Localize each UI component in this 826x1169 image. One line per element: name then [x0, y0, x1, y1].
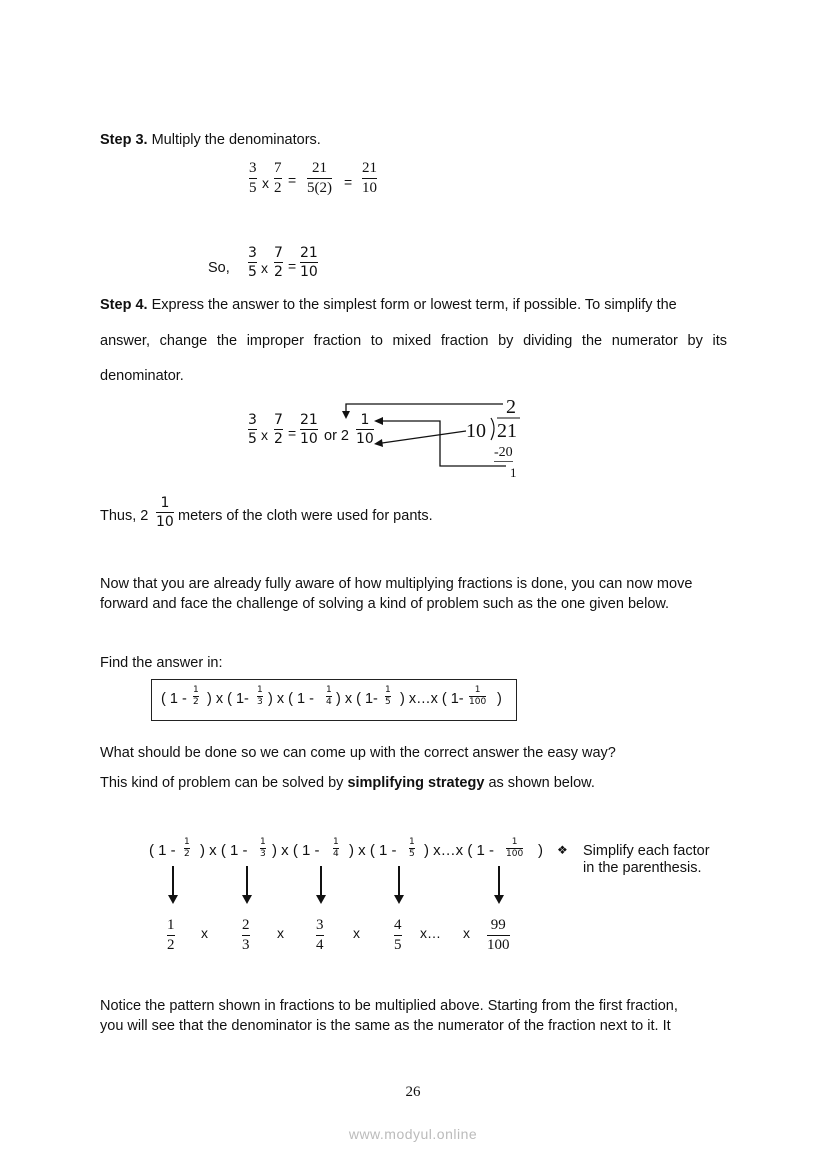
- fraction: 1 4: [326, 685, 332, 707]
- thus-suffix: meters of the cloth were used for pants.: [178, 508, 433, 524]
- times-sign: x: [262, 175, 269, 191]
- fraction: 21 10: [300, 245, 318, 280]
- step4-line3: denominator.: [100, 368, 184, 384]
- fraction: 1 100: [506, 837, 524, 859]
- so-label: So,: [208, 260, 230, 276]
- fraction: 21 5(2): [307, 160, 332, 196]
- fraction: 3 5: [248, 412, 257, 447]
- down-arrow-icon: [172, 866, 174, 896]
- equals-sign: =: [344, 174, 353, 190]
- fraction: 1 100: [469, 685, 487, 707]
- down-arrow-icon: [498, 866, 500, 896]
- step4-line1: Express the answer to the simplest form or lowest term, if possible. To simplify the: [147, 297, 677, 313]
- diamond-bullet-icon: ❖: [557, 843, 568, 857]
- fraction: 7 2: [274, 160, 282, 196]
- thus-prefix: Thus, 2: [100, 508, 149, 524]
- fraction: 3 4: [316, 917, 324, 953]
- fraction: 1 4: [333, 837, 339, 859]
- or-whole-number: or 2: [324, 428, 349, 444]
- fraction: 3 5: [248, 245, 257, 280]
- division-arrows: [0, 0, 826, 500]
- fraction: 21 10: [300, 412, 318, 447]
- fraction: 1 2: [167, 917, 175, 953]
- equals-sign: =: [288, 425, 297, 441]
- step4-line2: answer, change the improper fraction to mixed fraction by dividing the numerator by its: [100, 333, 727, 349]
- equals-sign: =: [288, 172, 297, 188]
- fraction: 1 10: [356, 412, 374, 447]
- paragraph-line: forward and face the challenge of solving a kind of problem such as the one given below.: [100, 596, 670, 612]
- fraction: 7 2: [274, 412, 283, 447]
- step3-text: Multiply the denominators.: [147, 132, 321, 148]
- division-subtract: -20: [494, 445, 513, 460]
- paragraph-line: Now that you are already fully aware of how multiplying fractions is done, you can now move: [100, 576, 693, 592]
- fraction: 21 10: [362, 160, 377, 196]
- division-dividend: 21: [497, 420, 517, 442]
- paragraph-line: Notice the pattern shown in fractions to be multiplied above. Starting from the first fraction,: [100, 998, 678, 1014]
- times-sign: x: [261, 427, 268, 443]
- fraction: 1 2: [193, 685, 199, 707]
- page-number: 26: [405, 1084, 421, 1100]
- note-line: Simplify each factor: [583, 843, 710, 859]
- step3-label: Step 3.: [100, 132, 148, 148]
- down-arrow-icon: [320, 866, 322, 896]
- division-remainder: 1: [510, 465, 517, 480]
- fraction: 2 3: [242, 917, 250, 953]
- division-quotient: 2: [506, 396, 516, 418]
- paragraph-line: you will see that the denominator is the same as the numerator of the fraction next to it. It: [100, 1018, 671, 1034]
- fraction: 3 5: [249, 160, 257, 196]
- times-sign: x: [261, 260, 268, 276]
- question-text: What should be done so we can come up with the correct answer the easy way?: [100, 745, 616, 761]
- find-label: Find the answer in:: [100, 655, 223, 671]
- equals-sign: =: [288, 258, 297, 274]
- fraction: 1 5: [385, 685, 391, 707]
- watermark: www.modyul.online: [348, 1126, 478, 1142]
- fraction: 7 2: [274, 245, 283, 280]
- down-arrow-icon: [398, 866, 400, 896]
- fraction: 1 2: [184, 837, 190, 859]
- fraction: 4 5: [394, 917, 402, 953]
- fraction: 99 100: [487, 917, 510, 953]
- fraction: 1 5: [409, 837, 415, 859]
- down-arrow-icon: [246, 866, 248, 896]
- strategy-text: This kind of problem can be solved by simplifying strategy as shown below.: [100, 775, 595, 791]
- strategy-bold: simplifying strategy: [347, 775, 485, 791]
- fraction: 1 3: [257, 685, 263, 707]
- fraction: 1 3: [260, 837, 266, 859]
- fraction: 1 10: [156, 495, 174, 530]
- note-line: in the parenthesis.: [583, 860, 702, 876]
- division-divisor: 10: [466, 420, 486, 442]
- step4-label: Step 4.: [100, 297, 148, 313]
